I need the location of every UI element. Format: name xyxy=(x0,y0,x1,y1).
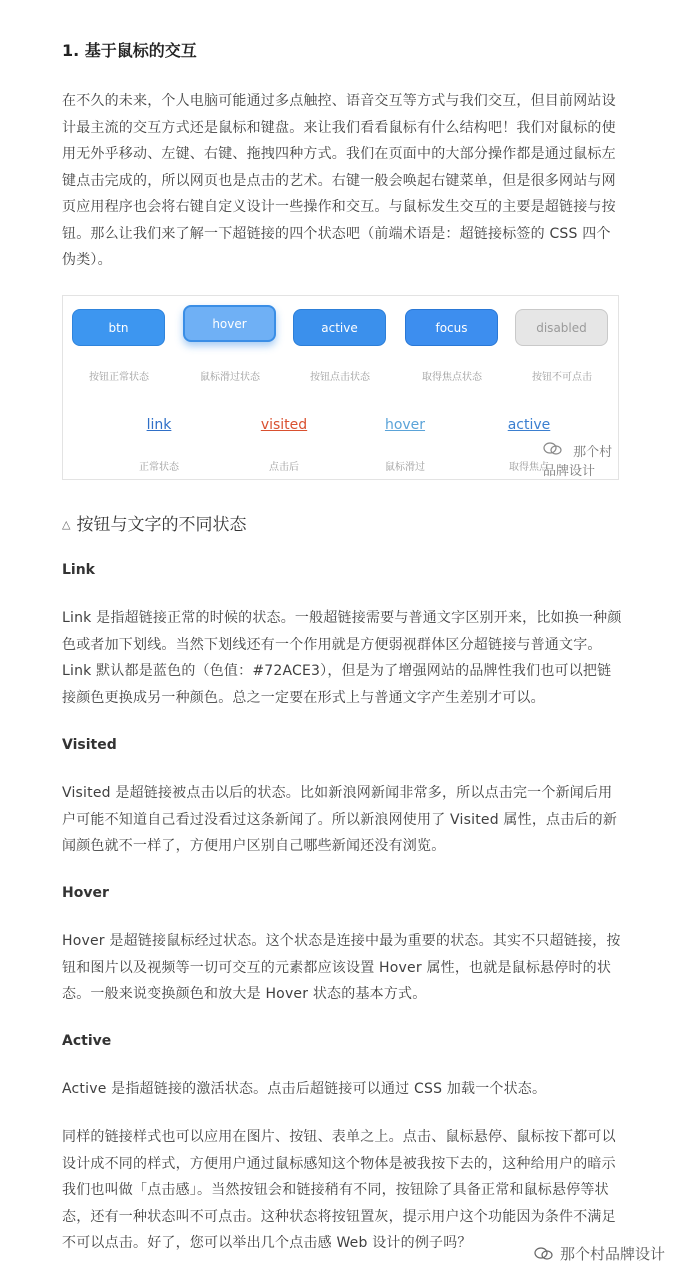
demo-btn-label: 按钮点击状态 xyxy=(310,372,370,383)
demo-link-label: 鼠标滑过 xyxy=(385,462,425,473)
section-title-active: Active xyxy=(62,1033,112,1049)
wechat-icon xyxy=(543,442,563,456)
section-body-link: Link 是指超链接正常的时候的状态。一般超链接需要与普通文字区别开来，比如换一种颜色或者加下划线。当然下划线还有一个作用就是方便弱视群体区分超链接与普通文字。Link 默认都是蓝色的（色值：#72ACE3），但是为了增强网站的品牌性我们也可以把链接颜色更换成另一种颜色。总之一定要在形式上与普通文字产生差别才可以。 xyxy=(62,610,622,706)
demo-btn-label: 按钮不可点击 xyxy=(532,372,592,383)
watermark-text: 那个村品牌设计 xyxy=(543,445,613,479)
demo-btn-label: 取得焦点状态 xyxy=(422,372,482,383)
triangle-icon: △ xyxy=(62,518,71,531)
wechat-icon xyxy=(534,1247,554,1261)
section-title-hover: Hover xyxy=(62,885,109,901)
section-heading: 1. 基于鼠标的交互 xyxy=(62,41,197,60)
caption-text: 按钮与文字的不同状态 xyxy=(76,515,247,535)
demo-btn-label: 鼠标滑过状态 xyxy=(200,372,260,383)
footer-watermark-text: 那个村品牌设计 xyxy=(559,1245,665,1263)
image-watermark xyxy=(543,441,618,479)
figure-caption xyxy=(62,510,246,535)
intro-paragraph: 在不久的未来，个人电脑可能通过多点触控、语音交互等方式与我们交互，但目前网站设计最主流的交互方式还是鼠标和键盘。来让我们看看鼠标有什么结构吧！我们对鼠标的使用无外乎移动、左键、右键、拖拽四种方式。我们在页面中的大部分操作都是通过鼠标左键点击完成的，所以网页也是点击的艺术。右键一般会唤起右键菜单，但是很多网站与网页应用程序也会将右键自定义设计一些操作和交互。与鼠标发生交互的主要是超链接与按钮。那么让我们来了解一下超链接的四个状态吧（前端术语是：超链接标签的 CSS 四个伪类）。 xyxy=(62,93,616,268)
demo-btn-disabled: disabled xyxy=(515,309,608,346)
states-demo-image xyxy=(62,295,619,480)
section-title-visited: Visited xyxy=(62,737,117,753)
section-title-link: Link xyxy=(62,562,95,578)
section-body-active: Active 是指超链接的激活状态。点击后超链接可以通过 CSS 加载一个状态。 xyxy=(62,1081,547,1097)
demo-btn-label: 按钮正常状态 xyxy=(89,372,149,383)
section-body-hover: Hover 是超链接鼠标经过状态。这个状态是连接中最为重要的状态。其实不只超链接，按钮和图片以及视频等一切可交互的元素都应该设置 Hover 属性，也就是鼠标悬停时的状态。一般来说变换颜色和放大是 Hover 状态的基本方式。 xyxy=(62,933,621,1002)
demo-btn-hover: hover xyxy=(183,305,276,342)
demo-btn-normal: btn xyxy=(72,309,165,346)
outro-paragraph: 同样的链接样式也可以应用在图片、按钮、表单之上。点击、鼠标悬停、鼠标按下都可以设计成不同的样式，方便用户通过鼠标感知这个物体是被我按下去的，这种给用户的暗示我们也叫做「点击感」。当然按钮会和链接稍有不同，按钮除了具备正常和鼠标悬停等状态，还有一种状态叫不可点击。这种状态将按钮置灰，提示用户这个功能因为条件不满足不可以点击。好了，您可以举出几个点击感 Web 设计的例子吗？ xyxy=(62,1129,616,1251)
demo-link-visited: visited xyxy=(260,417,308,433)
demo-link-label: 点击后 xyxy=(269,462,299,473)
footer-watermark xyxy=(534,1243,665,1264)
demo-link-label: 正常状态 xyxy=(139,462,179,473)
demo-btn-active: active xyxy=(293,309,386,346)
demo-btn-focus: focus xyxy=(405,309,498,346)
demo-link-active: active xyxy=(507,417,551,433)
demo-link-normal: link xyxy=(146,417,172,433)
section-body-visited: Visited 是超链接被点击以后的状态。比如新浪网新闻非常多，所以点击完一个新闻后用户可能不知道自己看过没看过这条新闻了。所以新浪网使用了 Visited 属性，点击后的新闻颜色就不一样了，方便用户区别自己哪些新闻还没有浏览。 xyxy=(62,785,618,854)
demo-link-hover: hover xyxy=(384,417,426,433)
demo-link-label: 取得焦点 xyxy=(509,462,549,473)
